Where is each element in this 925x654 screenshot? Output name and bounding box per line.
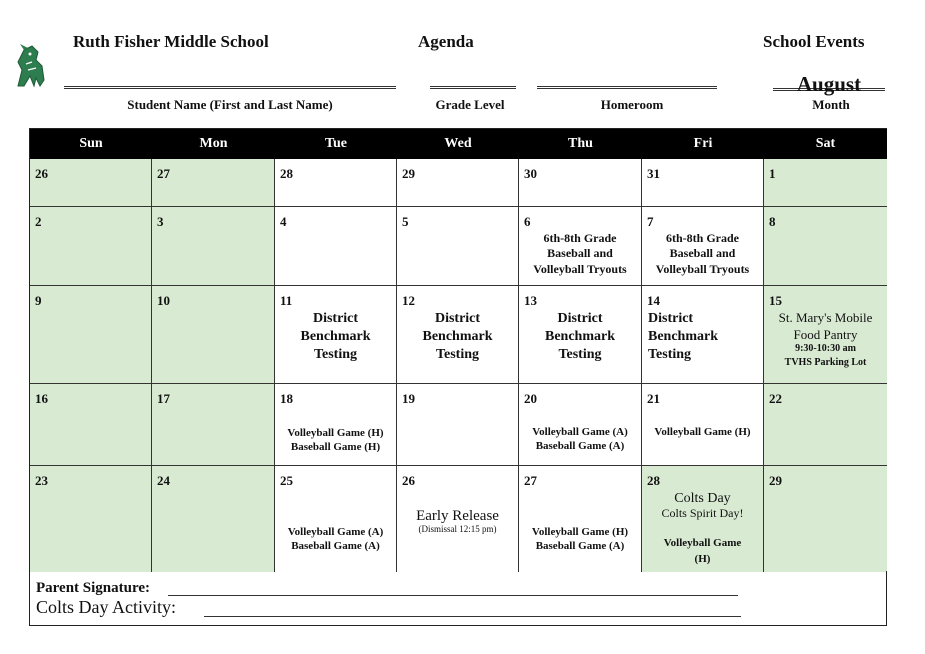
day-cell: [642, 466, 764, 572]
day-number: 28: [647, 473, 660, 488]
colts-day-activity-label: Colts Day Activity:: [36, 597, 177, 617]
day-cell: [152, 466, 275, 572]
volleyball-game-event: Volleyball Game (A): [532, 426, 628, 438]
volleyball-game-event: Volleyball Game (H): [287, 427, 384, 439]
student-name-label: Student Name (First and Last Name): [127, 97, 333, 112]
day-number: 2: [35, 214, 42, 229]
day-number: 16: [35, 391, 48, 406]
day-cell: [275, 466, 397, 572]
day-cell: [397, 207, 519, 286]
food-pantry-event: St. Mary's Mobile Food Pantry: [778, 310, 873, 342]
tryouts-event: 6th-8th Grade Baseball and Volleyball Tryouts: [655, 231, 750, 276]
day-cell: [397, 384, 519, 466]
colts-day-event: Colts Day: [674, 491, 731, 506]
day-header-sun: Sun: [30, 129, 152, 159]
day-header-thu: Thu: [519, 129, 642, 159]
student-name-field[interactable]: [64, 86, 396, 89]
day-cell: [519, 286, 642, 384]
day-header-wed: Wed: [397, 129, 519, 159]
tryouts-event: 6th-8th Grade Baseball and Volleyball Tryouts: [533, 231, 627, 276]
food-pantry-time: 9:30-10:30 am: [795, 343, 856, 354]
colts-day-activity-field[interactable]: [204, 601, 741, 617]
day-number: 11: [280, 293, 293, 308]
day-cell: [275, 384, 397, 466]
grade-level-field[interactable]: [430, 86, 516, 89]
day-number: 27: [157, 166, 170, 181]
day-cell: [642, 159, 764, 207]
day-number: 17: [157, 391, 170, 406]
benchmark-event: District Benchmark Testing: [422, 311, 493, 362]
parent-signature-label: Parent Signature:: [36, 580, 151, 596]
day-cell: [152, 384, 275, 466]
baseball-game-event: Baseball Game (A): [535, 540, 625, 552]
volleyball-game-event: Volleyball Game: [663, 537, 742, 549]
day-cell: [764, 207, 887, 286]
day-cell: [397, 159, 519, 207]
baseball-game-event: Baseball Game (H): [290, 441, 381, 453]
day-number: 26: [402, 473, 415, 488]
day-number: 28: [280, 166, 293, 181]
day-cell: [642, 384, 764, 466]
school-events-title: School Events: [763, 32, 865, 51]
day-cell: [152, 159, 275, 207]
colt-mascot-icon: [10, 40, 50, 90]
day-cell: [519, 207, 642, 286]
day-number: 13: [524, 293, 537, 308]
baseball-game-event: Baseball Game (A): [291, 540, 380, 552]
day-header-fri: Fri: [642, 129, 764, 159]
day-cell: [30, 466, 152, 572]
month-label: Month: [812, 97, 850, 112]
calendar-grid: [29, 128, 887, 626]
volleyball-game-venue: (H): [694, 553, 711, 565]
school-name: Ruth Fisher Middle School: [73, 32, 269, 51]
food-pantry-location: TVHS Parking Lot: [784, 357, 867, 368]
day-header-mon: Mon: [152, 129, 275, 159]
day-number: 6: [524, 214, 531, 229]
day-number: 22: [769, 391, 782, 406]
day-cell: [764, 159, 887, 207]
day-number: 31: [647, 166, 660, 181]
day-number: 29: [769, 473, 782, 488]
homeroom-label: Homeroom: [600, 97, 664, 112]
volleyball-game-event: Volleyball Game (H): [531, 526, 629, 538]
benchmark-event: District Benchmark Testing: [300, 311, 371, 362]
day-number: 1: [769, 166, 776, 181]
day-cell: [519, 466, 642, 572]
baseball-game-event: Baseball Game (A): [535, 440, 625, 452]
day-number: 26: [35, 166, 48, 181]
day-number: 21: [647, 391, 660, 406]
day-cell: [30, 159, 152, 207]
day-number: 14: [647, 293, 660, 308]
day-cell: [30, 286, 152, 384]
day-number: 25: [280, 473, 293, 488]
benchmark-event: District Benchmark Testing: [545, 311, 615, 362]
day-cell: [764, 286, 887, 384]
day-number: 15: [769, 293, 782, 308]
day-number: 12: [402, 293, 415, 308]
day-number: 10: [157, 293, 170, 308]
day-number: 30: [524, 166, 537, 181]
day-number: 23: [35, 473, 48, 488]
grade-level-label: Grade Level: [435, 97, 505, 112]
day-number: 7: [647, 214, 654, 229]
day-cell: [275, 159, 397, 207]
day-number: 19: [402, 391, 415, 406]
day-cell: [764, 466, 887, 572]
early-release-event: Early Release: [416, 508, 499, 524]
day-cell: [519, 384, 642, 466]
parent-signature-field[interactable]: [168, 581, 738, 596]
month-value[interactable]: August: [796, 72, 862, 96]
signature-section: [29, 571, 887, 626]
day-number: 27: [524, 473, 537, 488]
volleyball-game-event: Volleyball Game (H): [654, 426, 751, 438]
day-header-tue: Tue: [275, 129, 397, 159]
day-cell: [275, 286, 397, 384]
day-cell: [764, 384, 887, 466]
day-cell: [152, 207, 275, 286]
day-number: 18: [280, 391, 293, 406]
day-cell: [397, 466, 519, 572]
dismissal-time: (Dismissal 12:15 pm): [418, 524, 497, 534]
benchmark-event: District Benchmark Testing: [648, 311, 718, 362]
day-cell: [397, 286, 519, 384]
day-number: 5: [402, 214, 409, 229]
spirit-day-event: Colts Spirit Day!: [661, 506, 744, 520]
volleyball-game-event: Volleyball Game (A): [287, 526, 384, 538]
day-cell: [642, 207, 764, 286]
day-number: 9: [35, 293, 42, 308]
day-number: 29: [402, 166, 415, 181]
day-cell: [519, 159, 642, 207]
day-cell: [642, 286, 764, 384]
day-cell: [30, 207, 152, 286]
day-number: 4: [280, 214, 287, 229]
day-cell: [275, 207, 397, 286]
day-header-sat: Sat: [764, 129, 887, 159]
homeroom-field[interactable]: [537, 86, 717, 89]
agenda-title: Agenda: [418, 32, 474, 51]
day-cell: [152, 286, 275, 384]
day-number: 3: [157, 214, 164, 229]
day-number: 20: [524, 391, 537, 406]
day-number: 24: [157, 473, 170, 488]
day-number: 8: [769, 214, 776, 229]
day-cell: [30, 384, 152, 466]
